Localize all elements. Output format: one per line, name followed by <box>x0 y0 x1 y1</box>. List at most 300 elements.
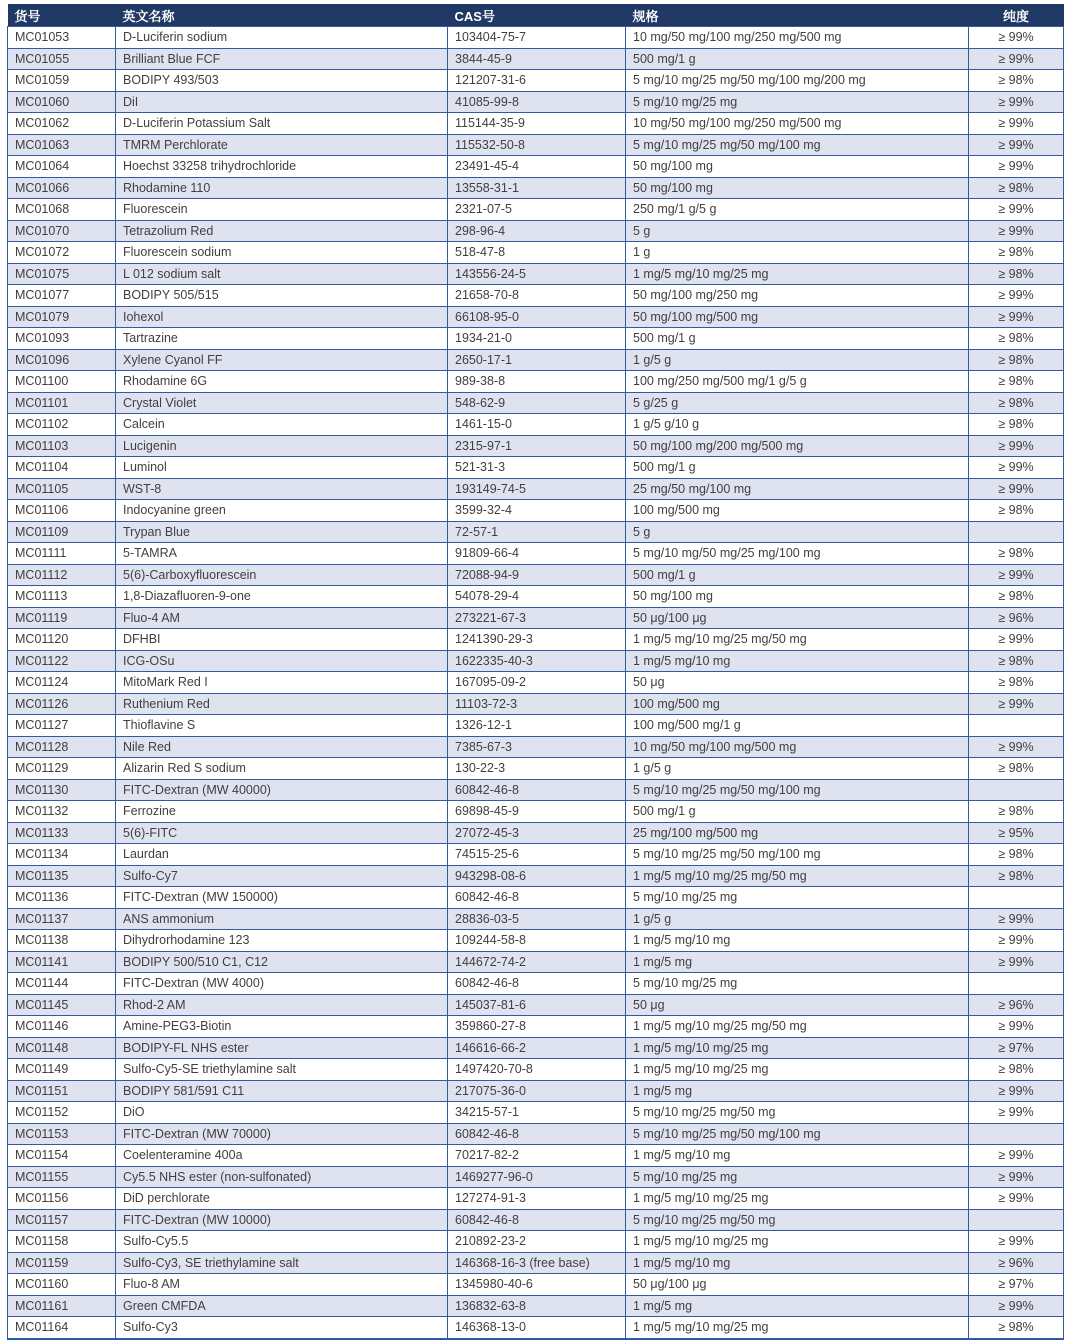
cell-purity: ≥ 98% <box>969 242 1064 264</box>
cell-name_en: Lucigenin <box>116 435 448 457</box>
cell-purity: ≥ 99% <box>969 220 1064 242</box>
table-row <box>8 134 1064 156</box>
cell-purity: ≥ 99% <box>969 113 1064 135</box>
table-row <box>8 887 1064 909</box>
cell-name_en: Ruthenium Red <box>116 693 448 715</box>
cell-spec: 1 g <box>626 242 969 264</box>
cell-name_en: Rhodamine 6G <box>116 371 448 393</box>
cell-spec: 5 mg/10 mg/25 mg <box>626 91 969 113</box>
cell-name_en: 1,8-Diazafluoren-9-one <box>116 586 448 608</box>
table-row <box>8 564 1064 586</box>
cell-name_en: DiI <box>116 91 448 113</box>
table-row <box>8 1252 1064 1274</box>
cell-purity: ≥ 99% <box>969 951 1064 973</box>
cell-purity: ≥ 99% <box>969 629 1064 651</box>
cell-item_no: MC01160 <box>8 1274 116 1296</box>
cell-spec: 100 mg/500 mg <box>626 693 969 715</box>
cell-cas: 1345980-40-6 <box>448 1274 626 1296</box>
table-row <box>8 177 1064 199</box>
cell-item_no: MC01136 <box>8 887 116 909</box>
cell-cas: 60842-46-8 <box>448 1209 626 1231</box>
table-row <box>8 349 1064 371</box>
cell-name_en: ICG-OSu <box>116 650 448 672</box>
cell-cas: 2315-97-1 <box>448 435 626 457</box>
cell-spec: 500 mg/1 g <box>626 328 969 350</box>
cell-cas: 60842-46-8 <box>448 1123 626 1145</box>
cell-cas: 109244-58-8 <box>448 930 626 952</box>
cell-spec: 1 mg/5 mg/10 mg/25 mg <box>626 1037 969 1059</box>
cell-spec: 5 mg/10 mg/25 mg/50 mg <box>626 1102 969 1124</box>
cell-name_en: Dihydrorhodamine 123 <box>116 930 448 952</box>
cell-purity: ≥ 99% <box>969 1231 1064 1253</box>
cell-name_en: Tartrazine <box>116 328 448 350</box>
cell-cas: 359860-27-8 <box>448 1016 626 1038</box>
table-row <box>8 736 1064 758</box>
table-row <box>8 457 1064 479</box>
cell-purity: ≥ 98% <box>969 263 1064 285</box>
cell-name_en: Sulfo-Cy3, SE triethylamine salt <box>116 1252 448 1274</box>
cell-item_no: MC01146 <box>8 1016 116 1038</box>
cell-purity: ≥ 97% <box>969 1037 1064 1059</box>
cell-spec: 100 mg/500 mg <box>626 500 969 522</box>
cell-item_no: MC01138 <box>8 930 116 952</box>
cell-item_no: MC01077 <box>8 285 116 307</box>
cell-purity <box>969 715 1064 737</box>
table-row <box>8 994 1064 1016</box>
cell-item_no: MC01112 <box>8 564 116 586</box>
cell-name_en: WST-8 <box>116 478 448 500</box>
cell-name_en: BODIPY 505/515 <box>116 285 448 307</box>
table-row <box>8 435 1064 457</box>
cell-item_no: MC01157 <box>8 1209 116 1231</box>
table-row <box>8 242 1064 264</box>
cell-purity: ≥ 99% <box>969 435 1064 457</box>
cell-purity <box>969 887 1064 909</box>
cell-spec: 5 g <box>626 220 969 242</box>
cell-item_no: MC01102 <box>8 414 116 436</box>
cell-cas: 143556-24-5 <box>448 263 626 285</box>
cell-spec: 1 g/5 g <box>626 758 969 780</box>
table-row <box>8 1209 1064 1231</box>
cell-purity: ≥ 98% <box>969 865 1064 887</box>
cell-item_no: MC01130 <box>8 779 116 801</box>
cell-name_en: Indocyanine green <box>116 500 448 522</box>
cell-spec: 50 mg/100 mg <box>626 586 969 608</box>
table-row <box>8 951 1064 973</box>
table-row <box>8 629 1064 651</box>
cell-spec: 5 mg/10 mg/25 mg <box>626 973 969 995</box>
cell-spec: 1 mg/5 mg/10 mg/25 mg/50 mg <box>626 865 969 887</box>
cell-name_en: BODIPY-FL NHS ester <box>116 1037 448 1059</box>
cell-spec: 50 μg/100 μg <box>626 1274 969 1296</box>
table-row <box>8 908 1064 930</box>
cell-purity: ≥ 98% <box>969 414 1064 436</box>
table-row <box>8 414 1064 436</box>
cell-spec: 50 mg/100 mg <box>626 156 969 178</box>
cell-purity: ≥ 98% <box>969 844 1064 866</box>
cell-cas: 146368-16-3 (free base) <box>448 1252 626 1274</box>
cell-name_en: MitoMark Red I <box>116 672 448 694</box>
cell-spec: 10 mg/50 mg/100 mg/250 mg/500 mg <box>626 113 969 135</box>
cell-name_en: Cy5.5 NHS ester (non-sulfonated) <box>116 1166 448 1188</box>
cell-name_en: L 012 sodium salt <box>116 263 448 285</box>
table-row <box>8 973 1064 995</box>
cell-cas: 548-62-9 <box>448 392 626 414</box>
cell-purity: ≥ 99% <box>969 27 1064 49</box>
cell-cas: 28836-03-5 <box>448 908 626 930</box>
cell-purity: ≥ 98% <box>969 371 1064 393</box>
cell-spec: 1 g/5 g <box>626 908 969 930</box>
cell-cas: 210892-23-2 <box>448 1231 626 1253</box>
cell-name_en: Luminol <box>116 457 448 479</box>
cell-item_no: MC01127 <box>8 715 116 737</box>
cell-name_en: Rhod-2 AM <box>116 994 448 1016</box>
cell-name_en: FITC-Dextran (MW 4000) <box>116 973 448 995</box>
cell-name_en: 5-TAMRA <box>116 543 448 565</box>
cell-name_en: Iohexol <box>116 306 448 328</box>
cell-cas: 60842-46-8 <box>448 779 626 801</box>
cell-name_en: DFHBI <box>116 629 448 651</box>
cell-cas: 273221-67-3 <box>448 607 626 629</box>
cell-spec: 50 μg <box>626 672 969 694</box>
cell-name_en: Xylene Cyanol FF <box>116 349 448 371</box>
cell-item_no: MC01101 <box>8 392 116 414</box>
cell-purity <box>969 1209 1064 1231</box>
cell-purity: ≥ 98% <box>969 543 1064 565</box>
cell-name_en: Sulfo-Cy7 <box>116 865 448 887</box>
cell-name_en: Crystal Violet <box>116 392 448 414</box>
cell-purity: ≥ 98% <box>969 1317 1064 1339</box>
cell-purity: ≥ 97% <box>969 1274 1064 1296</box>
cell-item_no: MC01128 <box>8 736 116 758</box>
table-row <box>8 758 1064 780</box>
table-row <box>8 586 1064 608</box>
cell-spec: 500 mg/1 g <box>626 48 969 70</box>
cell-item_no: MC01106 <box>8 500 116 522</box>
cell-cas: 23491-45-4 <box>448 156 626 178</box>
cell-spec: 5 mg/10 mg/25 mg <box>626 887 969 909</box>
cell-cas: 217075-36-0 <box>448 1080 626 1102</box>
cell-purity <box>969 779 1064 801</box>
cell-spec: 25 mg/50 mg/100 mg <box>626 478 969 500</box>
cell-item_no: MC01149 <box>8 1059 116 1081</box>
cell-name_en: DiD perchlorate <box>116 1188 448 1210</box>
cell-name_en: Laurdan <box>116 844 448 866</box>
table-row <box>8 865 1064 887</box>
column-header-cas: CAS号 <box>448 4 626 27</box>
cell-item_no: MC01105 <box>8 478 116 500</box>
table-row <box>8 693 1064 715</box>
cell-purity: ≥ 99% <box>969 478 1064 500</box>
cell-item_no: MC01151 <box>8 1080 116 1102</box>
cell-cas: 3844-45-9 <box>448 48 626 70</box>
cell-purity: ≥ 98% <box>969 1059 1064 1081</box>
cell-cas: 146616-66-2 <box>448 1037 626 1059</box>
table-row <box>8 650 1064 672</box>
cell-purity: ≥ 99% <box>969 693 1064 715</box>
cell-spec: 1 mg/5 mg/10 mg <box>626 650 969 672</box>
table-row <box>8 801 1064 823</box>
cell-purity: ≥ 99% <box>969 564 1064 586</box>
cell-cas: 127274-91-3 <box>448 1188 626 1210</box>
cell-item_no: MC01060 <box>8 91 116 113</box>
table-row <box>8 263 1064 285</box>
cell-item_no: MC01100 <box>8 371 116 393</box>
cell-spec: 5 mg/10 mg/25 mg/50 mg/100 mg <box>626 134 969 156</box>
cell-cas: 74515-25-6 <box>448 844 626 866</box>
cell-name_en: DiO <box>116 1102 448 1124</box>
cell-purity: ≥ 98% <box>969 672 1064 694</box>
cell-item_no: MC01103 <box>8 435 116 457</box>
cell-purity: ≥ 99% <box>969 48 1064 70</box>
cell-purity: ≥ 98% <box>969 392 1064 414</box>
cell-spec: 1 g/5 g/10 g <box>626 414 969 436</box>
table-row <box>8 543 1064 565</box>
cell-purity: ≥ 96% <box>969 1252 1064 1274</box>
cell-item_no: MC01148 <box>8 1037 116 1059</box>
cell-cas: 66108-95-0 <box>448 306 626 328</box>
cell-cas: 60842-46-8 <box>448 973 626 995</box>
cell-cas: 1461-15-0 <box>448 414 626 436</box>
cell-spec: 1 mg/5 mg/10 mg <box>626 1145 969 1167</box>
cell-item_no: MC01126 <box>8 693 116 715</box>
cell-item_no: MC01072 <box>8 242 116 264</box>
cell-cas: 103404-75-7 <box>448 27 626 49</box>
cell-purity: ≥ 98% <box>969 349 1064 371</box>
cell-spec: 1 mg/5 mg/10 mg/25 mg <box>626 1317 969 1339</box>
cell-spec: 50 mg/100 mg <box>626 177 969 199</box>
table-header-row <box>8 4 1064 27</box>
cell-purity: ≥ 99% <box>969 1102 1064 1124</box>
column-header-spec: 规格 <box>626 4 969 27</box>
cell-purity: ≥ 99% <box>969 1295 1064 1317</box>
table-header <box>8 4 1064 27</box>
cell-name_en: BODIPY 581/591 C11 <box>116 1080 448 1102</box>
cell-purity <box>969 521 1064 543</box>
cell-purity <box>969 973 1064 995</box>
cell-name_en: Rhodamine 110 <box>116 177 448 199</box>
cell-item_no: MC01068 <box>8 199 116 221</box>
cell-purity: ≥ 99% <box>969 1016 1064 1038</box>
cell-purity: ≥ 99% <box>969 1166 1064 1188</box>
cell-cas: 115144-35-9 <box>448 113 626 135</box>
cell-item_no: MC01120 <box>8 629 116 651</box>
table-row <box>8 1295 1064 1317</box>
cell-item_no: MC01066 <box>8 177 116 199</box>
cell-name_en: FITC-Dextran (MW 10000) <box>116 1209 448 1231</box>
cell-cas: 60842-46-8 <box>448 887 626 909</box>
cell-spec: 50 mg/100 mg/200 mg/500 mg <box>626 435 969 457</box>
cell-cas: 943298-08-6 <box>448 865 626 887</box>
cell-spec: 5 mg/10 mg/25 mg <box>626 1166 969 1188</box>
cell-spec: 25 mg/100 mg/500 mg <box>626 822 969 844</box>
cell-cas: 70217-82-2 <box>448 1145 626 1167</box>
cell-spec: 1 mg/5 mg/10 mg <box>626 930 969 952</box>
cell-name_en: Sulfo-Cy5-SE triethylamine salt <box>116 1059 448 1081</box>
cell-purity: ≥ 95% <box>969 822 1064 844</box>
cell-item_no: MC01104 <box>8 457 116 479</box>
cell-name_en: Tetrazolium Red <box>116 220 448 242</box>
cell-purity: ≥ 99% <box>969 285 1064 307</box>
cell-item_no: MC01156 <box>8 1188 116 1210</box>
cell-item_no: MC01152 <box>8 1102 116 1124</box>
cell-cas: 136832-63-8 <box>448 1295 626 1317</box>
cell-spec: 1 mg/5 mg <box>626 951 969 973</box>
cell-name_en: D-Luciferin sodium <box>116 27 448 49</box>
column-header-item_no: 货号 <box>8 4 116 27</box>
cell-purity: ≥ 96% <box>969 994 1064 1016</box>
cell-spec: 5 mg/10 mg/25 mg/50 mg <box>626 1209 969 1231</box>
table-row <box>8 306 1064 328</box>
table-row <box>8 478 1064 500</box>
cell-spec: 50 mg/100 mg/500 mg <box>626 306 969 328</box>
cell-cas: 21658-70-8 <box>448 285 626 307</box>
table-body <box>8 27 1064 1339</box>
cell-item_no: MC01093 <box>8 328 116 350</box>
table-row <box>8 91 1064 113</box>
cell-cas: 1497420-70-8 <box>448 1059 626 1081</box>
table-row <box>8 779 1064 801</box>
cell-cas: 3599-32-4 <box>448 500 626 522</box>
cell-spec: 5 mg/10 mg/25 mg/50 mg/100 mg <box>626 1123 969 1145</box>
cell-name_en: Fluorescein <box>116 199 448 221</box>
cell-cas: 41085-99-8 <box>448 91 626 113</box>
table-row <box>8 1080 1064 1102</box>
cell-item_no: MC01155 <box>8 1166 116 1188</box>
cell-name_en: FITC-Dextran (MW 40000) <box>116 779 448 801</box>
cell-name_en: FITC-Dextran (MW 150000) <box>116 887 448 909</box>
cell-spec: 5 g <box>626 521 969 543</box>
cell-item_no: MC01062 <box>8 113 116 135</box>
cell-purity: ≥ 99% <box>969 908 1064 930</box>
table-row <box>8 1016 1064 1038</box>
table-row <box>8 392 1064 414</box>
cell-spec: 500 mg/1 g <box>626 457 969 479</box>
cell-spec: 10 mg/50 mg/100 mg/500 mg <box>626 736 969 758</box>
cell-item_no: MC01070 <box>8 220 116 242</box>
cell-cas: 298-96-4 <box>448 220 626 242</box>
cell-name_en: D-Luciferin Potassium Salt <box>116 113 448 135</box>
cell-purity: ≥ 98% <box>969 758 1064 780</box>
cell-cas: 1469277-96-0 <box>448 1166 626 1188</box>
table-row <box>8 822 1064 844</box>
cell-item_no: MC01158 <box>8 1231 116 1253</box>
cell-item_no: MC01132 <box>8 801 116 823</box>
cell-purity: ≥ 99% <box>969 91 1064 113</box>
cell-spec: 50 μg <box>626 994 969 1016</box>
table-row <box>8 1059 1064 1081</box>
cell-purity: ≥ 98% <box>969 500 1064 522</box>
cell-cas: 146368-13-0 <box>448 1317 626 1339</box>
cell-cas: 167095-09-2 <box>448 672 626 694</box>
cell-item_no: MC01154 <box>8 1145 116 1167</box>
table-row <box>8 220 1064 242</box>
cell-item_no: MC01133 <box>8 822 116 844</box>
cell-name_en: Fluorescein sodium <box>116 242 448 264</box>
cell-name_en: Amine-PEG3-Biotin <box>116 1016 448 1038</box>
cell-name_en: TMRM Perchlorate <box>116 134 448 156</box>
table-row <box>8 27 1064 49</box>
cell-item_no: MC01079 <box>8 306 116 328</box>
cell-item_no: MC01164 <box>8 1317 116 1339</box>
cell-spec: 50 μg/100 μg <box>626 607 969 629</box>
cell-item_no: MC01137 <box>8 908 116 930</box>
cell-item_no: MC01063 <box>8 134 116 156</box>
cell-item_no: MC01141 <box>8 951 116 973</box>
cell-spec: 100 mg/500 mg/1 g <box>626 715 969 737</box>
table-row <box>8 844 1064 866</box>
cell-spec: 1 mg/5 mg/10 mg/25 mg/50 mg <box>626 1016 969 1038</box>
cell-spec: 1 mg/5 mg/10 mg <box>626 1252 969 1274</box>
cell-purity: ≥ 99% <box>969 1188 1064 1210</box>
cell-cas: 27072-45-3 <box>448 822 626 844</box>
cell-cas: 54078-29-4 <box>448 586 626 608</box>
cell-purity: ≥ 98% <box>969 328 1064 350</box>
cell-name_en: Brilliant Blue FCF <box>116 48 448 70</box>
cell-item_no: MC01153 <box>8 1123 116 1145</box>
table-row <box>8 930 1064 952</box>
cell-cas: 1934-21-0 <box>448 328 626 350</box>
cell-name_en: Alizarin Red S sodium <box>116 758 448 780</box>
cell-item_no: MC01134 <box>8 844 116 866</box>
cell-name_en: FITC-Dextran (MW 70000) <box>116 1123 448 1145</box>
cell-item_no: MC01119 <box>8 607 116 629</box>
cell-item_no: MC01124 <box>8 672 116 694</box>
column-header-purity: 纯度 <box>969 4 1064 27</box>
cell-cas: 115532-50-8 <box>448 134 626 156</box>
table-row <box>8 70 1064 92</box>
cell-cas: 72-57-1 <box>448 521 626 543</box>
cell-spec: 5 mg/10 mg/50 mg/25 mg/100 mg <box>626 543 969 565</box>
cell-spec: 5 mg/10 mg/25 mg/50 mg/100 mg <box>626 779 969 801</box>
cell-item_no: MC01161 <box>8 1295 116 1317</box>
table-row <box>8 521 1064 543</box>
cell-spec: 1 mg/5 mg <box>626 1080 969 1102</box>
table-row <box>8 199 1064 221</box>
cell-spec: 100 mg/250 mg/500 mg/1 g/5 g <box>626 371 969 393</box>
table-row <box>8 285 1064 307</box>
cell-spec: 1 g/5 g <box>626 349 969 371</box>
cell-cas: 989-38-8 <box>448 371 626 393</box>
product-catalog-table <box>7 4 1064 1340</box>
cell-spec: 50 mg/100 mg/250 mg <box>626 285 969 307</box>
cell-spec: 1 mg/5 mg/10 mg/25 mg/50 mg <box>626 629 969 651</box>
cell-spec: 500 mg/1 g <box>626 801 969 823</box>
cell-name_en: ANS ammonium <box>116 908 448 930</box>
cell-item_no: MC01059 <box>8 70 116 92</box>
cell-name_en: BODIPY 500/510 C1, C12 <box>116 951 448 973</box>
table-row <box>8 113 1064 135</box>
cell-spec: 5 mg/10 mg/25 mg/50 mg/100 mg <box>626 844 969 866</box>
cell-spec: 1 mg/5 mg/10 mg/25 mg <box>626 1231 969 1253</box>
cell-cas: 7385-67-3 <box>448 736 626 758</box>
cell-purity: ≥ 98% <box>969 70 1064 92</box>
table-row <box>8 1231 1064 1253</box>
cell-purity: ≥ 96% <box>969 607 1064 629</box>
cell-purity: ≥ 98% <box>969 801 1064 823</box>
cell-purity: ≥ 99% <box>969 306 1064 328</box>
table-row <box>8 1102 1064 1124</box>
cell-cas: 521-31-3 <box>448 457 626 479</box>
cell-spec: 250 mg/1 g/5 g <box>626 199 969 221</box>
cell-cas: 72088-94-9 <box>448 564 626 586</box>
table-row <box>8 1188 1064 1210</box>
cell-name_en: Thioflavine S <box>116 715 448 737</box>
table-row <box>8 672 1064 694</box>
cell-purity: ≥ 99% <box>969 1080 1064 1102</box>
table-row <box>8 715 1064 737</box>
cell-spec: 1 mg/5 mg/10 mg/25 mg <box>626 263 969 285</box>
